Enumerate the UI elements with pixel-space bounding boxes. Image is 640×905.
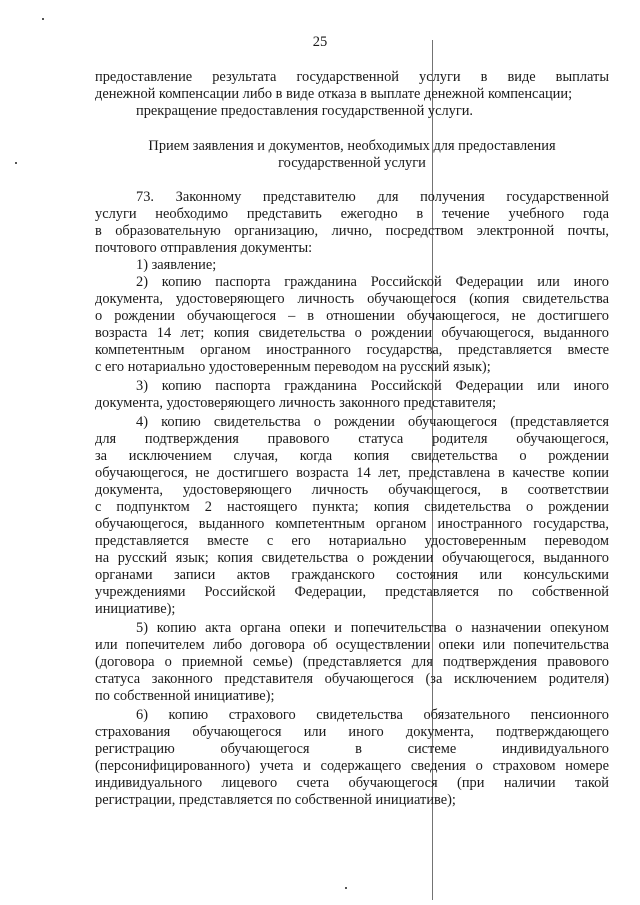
text-line: 1) заявление;	[136, 257, 217, 273]
section-heading-line: Прием заявления и документов, необходимых для предоставления	[148, 138, 556, 154]
page-number: 25	[312, 34, 328, 50]
text-line: 3) копию паспорта гражданина Российской Федерации или иного	[136, 378, 609, 394]
text-line: почтового отправления документы:	[95, 240, 313, 256]
text-line: учреждениями Российской Федерации, представляется по собственной	[95, 584, 609, 600]
text-line: документа, удостоверяющего личность обучающегося, в соответствии	[95, 482, 609, 498]
scan-speck	[42, 18, 44, 20]
text-line: 6) копию страхового свидетельства обязательного пенсионного	[136, 707, 609, 723]
text-line: о рождении обучающегося – в отношении обучающегося, не достигшего	[95, 308, 609, 324]
text-line: по собственной инициативе);	[95, 688, 275, 704]
text-line: услуги необходимо представить ежегодно в течение учебного года	[95, 206, 609, 222]
text-line: страхования обучающегося или иного документа, подтверждающего	[95, 724, 609, 740]
text-line: предоставление результата государственной услуги в виде выплаты	[95, 69, 609, 85]
text-line: для подтверждения правового статуса родителя обучающегося,	[95, 431, 609, 447]
text-line: денежной компенсации либо в виде отказа в выплате денежной компенсации;	[95, 86, 573, 102]
text-line: 73. Законному представителю для получения государственной	[136, 189, 609, 205]
text-line: с подпунктом 2 настоящего пункта; копия свидетельства о рождении	[95, 499, 609, 515]
text-line: регистрации, представляется по собственной инициативе);	[95, 792, 456, 808]
text-line: индивидуального лицевого счета обучающегося (при наличии такой	[95, 775, 609, 791]
text-line: регистрацию обучающегося в системе индивидуального	[95, 741, 609, 757]
text-line: представляется вместе с его нотариально удостоверенным переводом	[95, 533, 609, 549]
text-line: 4) копию свидетельства о рождении обучающегося (представляется	[136, 414, 609, 430]
text-line: инициативе);	[95, 601, 176, 617]
text-line: возраста 14 лет; копия свидетельства о рождении обучающегося, выданного	[95, 325, 609, 341]
text-line: 5) копию акта органа опеки и попечительства о назначении опекуном	[136, 620, 609, 636]
text-line: за исключением случая, когда копия свидетельства о рождении	[95, 448, 609, 464]
text-line: документа, удостоверяющего личность обучающегося (копия свидетельства	[95, 291, 609, 307]
text-line: или попечителем либо договора об осуществлении опеки или попечительства	[95, 637, 609, 653]
text-line: (персонифицированного) учета и содержащего сведения о страховом номере	[95, 758, 609, 774]
text-line: органами записи актов гражданского состояния или консульскими	[95, 567, 609, 583]
text-line: статуса законного представителя обучающегося (за исключением родителя)	[95, 671, 609, 687]
text-line: на русский язык; копия свидетельства о рождении обучающегося, выданного	[95, 550, 609, 566]
text-line: с его нотариально удостоверенным переводом на русский язык);	[95, 359, 491, 375]
text-line: (договора о приемной семье) (представляется для подтверждения правового	[95, 654, 609, 670]
text-line: компетентным органом иностранного государства, представляется вместе	[95, 342, 609, 358]
scan-speck	[15, 162, 17, 164]
text-line: документа, удостоверяющего личность законного представителя;	[95, 395, 497, 411]
text-line: 2) копию паспорта гражданина Российской Федерации или иного	[136, 274, 609, 290]
text-line: обучающегося, выданного компетентным органом иностранного государства,	[95, 516, 609, 532]
section-heading-line: государственной услуги	[278, 155, 426, 171]
text-line: в образовательную организацию, лично, посредством электронной почты,	[95, 223, 609, 239]
text-line: обучающегося, не достигшего возраста 14 лет, представлена в качестве копии	[95, 465, 609, 481]
text-line: прекращение предоставления государственной услуги.	[136, 103, 474, 119]
scan-speck	[345, 887, 347, 889]
